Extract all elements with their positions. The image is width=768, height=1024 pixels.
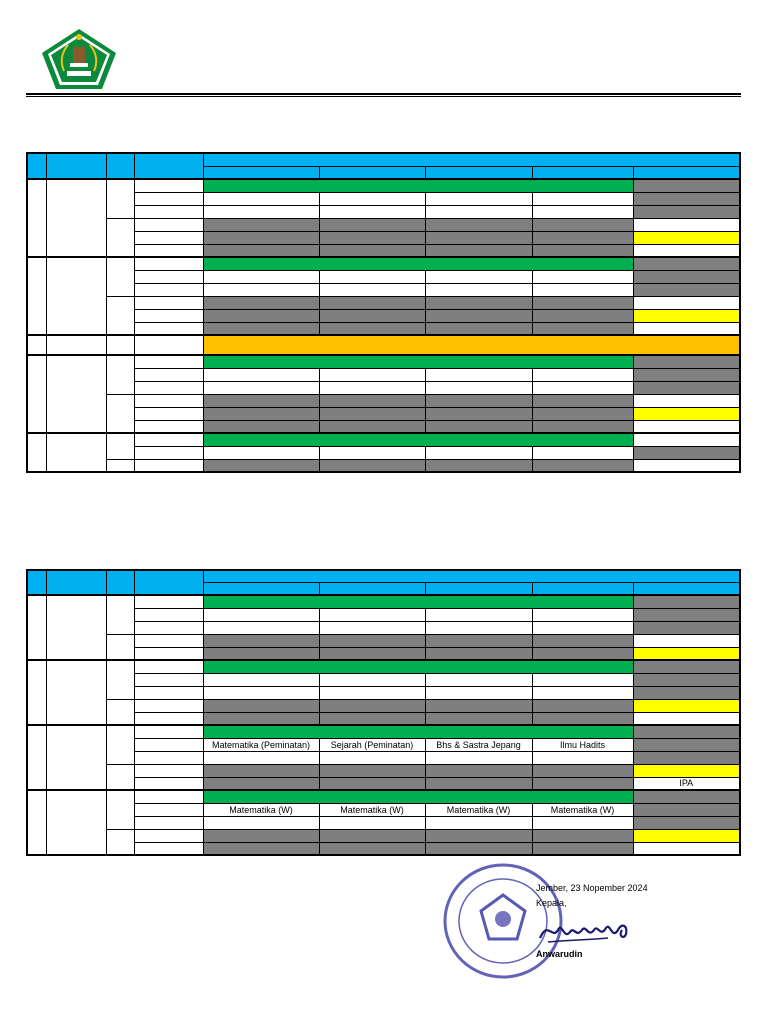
kemenag-logo-icon (40, 27, 118, 91)
header-rule (26, 93, 741, 95)
header-rule-thin (26, 96, 741, 97)
subject-cell: Matematika (W) (203, 803, 319, 816)
subject-cell: Matematika (W) (425, 803, 532, 816)
signature-date: Jember, 23 Nopember 2024 (536, 883, 648, 893)
subject-cell: Ilmu Hadits (532, 738, 633, 751)
signatory-name: Anwarudin (536, 949, 583, 959)
subject-cell: Matematika (W) (532, 803, 633, 816)
signatory-title: Kepala, (536, 898, 567, 908)
schedule-table-1 (26, 152, 741, 473)
subject-cell: Bhs & Sastra Jepang (425, 738, 532, 751)
subject-cell: Matematika (Peminatan) (203, 738, 319, 751)
schedule-table-2 (26, 569, 741, 856)
subject-cell: Matematika (W) (319, 803, 425, 816)
subject-cell: Sejarah (Peminatan) (319, 738, 425, 751)
subject-cell: IPA (633, 777, 740, 790)
signature-icon (538, 910, 634, 950)
